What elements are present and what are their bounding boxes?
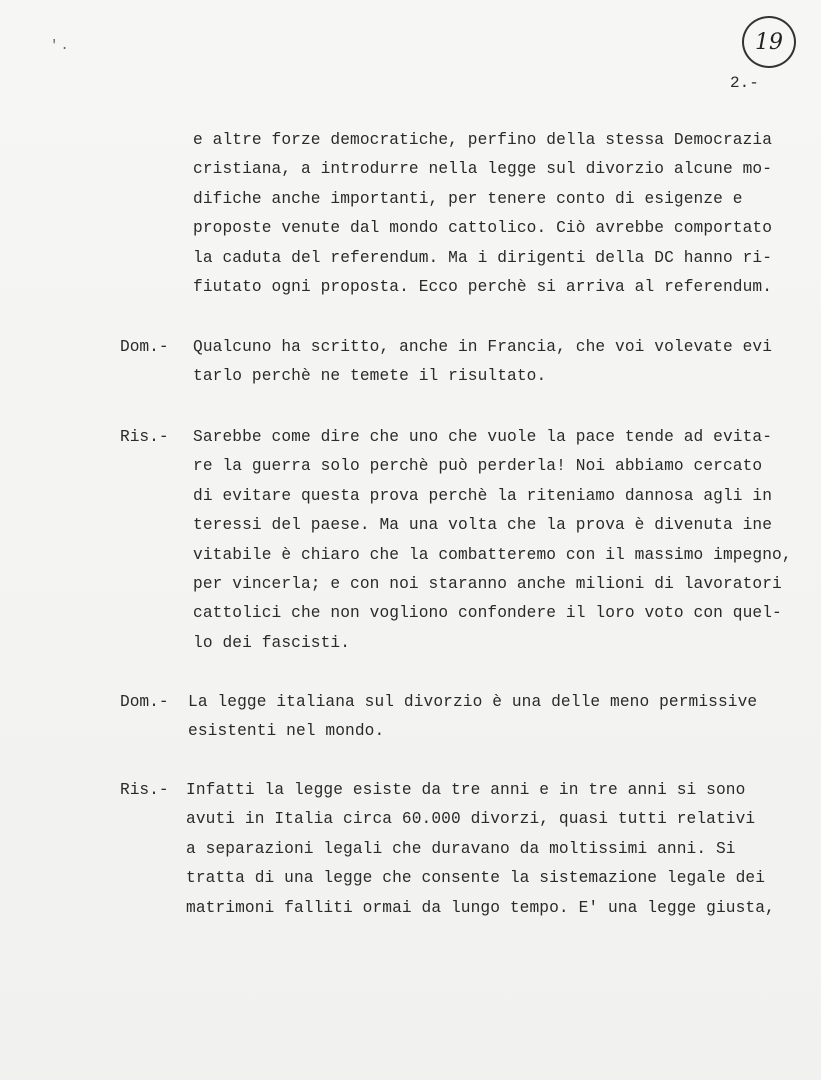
answer-text	[186, 776, 775, 923]
text-line: per vincerla; e con noi staranno anche milioni di lavoratori	[193, 575, 782, 594]
text-line: matrimoni falliti ormai da lungo tempo. E' una legge giusta,	[186, 898, 775, 917]
text-line: esistenti nel mondo.	[188, 722, 385, 741]
question-label: Dom.-	[120, 338, 169, 356]
question-label: Dom.-	[120, 693, 169, 711]
question-text	[188, 688, 757, 747]
text-line: avuti in Italia circa 60.000 divorzi, quasi tutti relativi	[186, 810, 756, 829]
text-line: proposte venute dal mondo cattolico. Ciò avrebbe comportato	[193, 219, 773, 238]
text-line: La legge italiana sul divorzio è una delle meno permissive	[188, 693, 758, 711]
text-line: Sarebbe come dire che uno che vuole la pace tende ad evita-	[193, 428, 773, 446]
text-line: lo dei fascisti.	[193, 633, 351, 652]
question-text	[193, 333, 772, 392]
intro-paragraph	[193, 126, 772, 302]
answer-label: Ris.-	[120, 428, 169, 446]
answer-text	[193, 423, 792, 658]
page-number: 2.-	[730, 74, 759, 92]
text-line: tarlo perchè ne temete il risultato.	[193, 367, 547, 386]
text-line: teressi del paese. Ma una volta che la prova è divenuta ine	[193, 516, 773, 535]
text-line: Infatti la legge esiste da tre anni e in tre anni si sono	[186, 781, 746, 799]
text-line: re la guerra solo perchè può perderla! Noi abbiamo cercato	[193, 457, 763, 476]
text-line: cristiana, a introdurre nella legge sul divorzio alcune mo-	[193, 160, 773, 179]
text-line: difiche anche importanti, per tenere conto di esigenze e	[193, 189, 743, 208]
margin-marks: '.	[50, 38, 71, 54]
text-line: cattolici che non vogliono confondere il loro voto con quel-	[193, 604, 782, 623]
text-line: a separazioni legali che duravano da moltissimi anni. Si	[186, 839, 736, 858]
archive-number-stamp: 19	[742, 16, 796, 68]
text-line: tratta di una legge che consente la sistemazione legale dei	[186, 869, 766, 888]
text-line: e altre forze democratiche, perfino della stessa Democrazia	[193, 131, 773, 149]
text-line: fiutato ogni proposta. Ecco perchè si arriva al referendum.	[193, 278, 773, 297]
text-line: Qualcuno ha scritto, anche in Francia, che voi volevate evi	[193, 338, 773, 356]
answer-label: Ris.-	[120, 781, 169, 799]
text-line: la caduta del referendum. Ma i dirigenti della DC hanno ri-	[193, 248, 773, 267]
text-line: vitabile è chiaro che la combatteremo con il massimo impegno,	[193, 545, 792, 564]
text-line: di evitare questa prova perchè la riteniamo dannosa agli in	[193, 486, 773, 505]
